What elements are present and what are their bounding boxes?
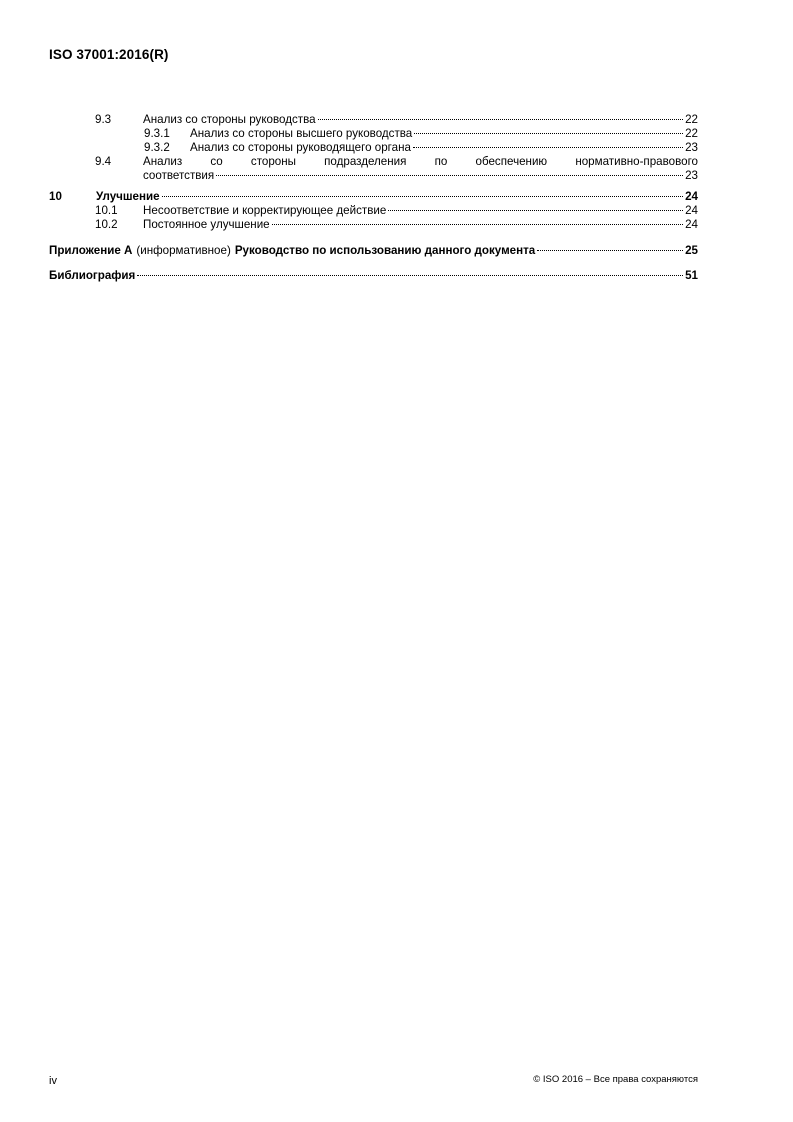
toc-page: 23 [685,141,698,154]
toc-page: 23 [685,169,698,182]
toc-entry-10[interactable] [49,190,698,204]
toc-page: 24 [685,204,698,217]
toc-page: 22 [685,113,698,126]
toc-title-line2: соответствия [143,169,215,182]
toc-title: Постоянное улучшение [143,218,270,231]
toc-page: 22 [685,127,698,140]
toc-entry-9-4[interactable] [49,155,698,183]
toc-title: Улучшение [96,190,160,203]
toc-entry-bibliography[interactable] [49,269,698,283]
toc-number: 9.3.1 [144,127,170,140]
toc-number: 10 [49,190,62,203]
toc-number: 9.3 [95,113,112,126]
dot-leader [216,175,683,176]
toc-number: 9.4 [95,155,112,168]
dot-leader [388,210,683,211]
toc-entry-10-2[interactable] [49,218,698,232]
toc-title: Анализ со стороны руководства [143,113,316,126]
toc-page: 24 [685,218,698,231]
toc-number: 10.1 [95,204,118,217]
dot-leader [162,196,684,197]
toc-title: Анализ со стороны руководящего органа [190,141,411,154]
toc-page: 25 [685,244,698,257]
dot-leader [537,250,683,251]
dot-leader [414,133,683,134]
toc-page: 51 [685,269,698,282]
annex-qualifier: (информативное) [136,244,231,257]
dot-leader [272,224,683,225]
toc-entry-9-3-1[interactable] [49,127,698,141]
toc-page: 24 [685,190,698,203]
dot-leader [137,275,683,276]
toc-title-line1: Анализ со стороны подразделения по обеспечению нормативно-правового [143,155,698,168]
toc-number: 10.2 [95,218,118,231]
toc-entry-10-1[interactable] [49,204,698,218]
table-of-contents [49,113,698,283]
toc-number: 9.3.2 [144,141,170,154]
document-id: ISO 37001:2016(R) [49,47,169,62]
dot-leader [413,147,683,148]
annex-prefix: Приложение А [49,244,133,257]
dot-leader [318,119,684,120]
page-number: iv [49,1075,57,1087]
toc-entry-9-3[interactable] [49,113,698,127]
toc-title: Анализ со стороны высшего руководства [190,127,413,140]
toc-title: Несоответствие и корректирующее действие [143,204,387,217]
toc-title: Библиография [49,269,136,282]
toc-entry-9-3-2[interactable] [49,141,698,155]
copyright-notice: © ISO 2016 – Все права сохраняются [533,1074,698,1085]
toc-entry-annex-a[interactable] [49,244,698,258]
annex-title: Руководство по использованию данного документа [234,244,536,257]
